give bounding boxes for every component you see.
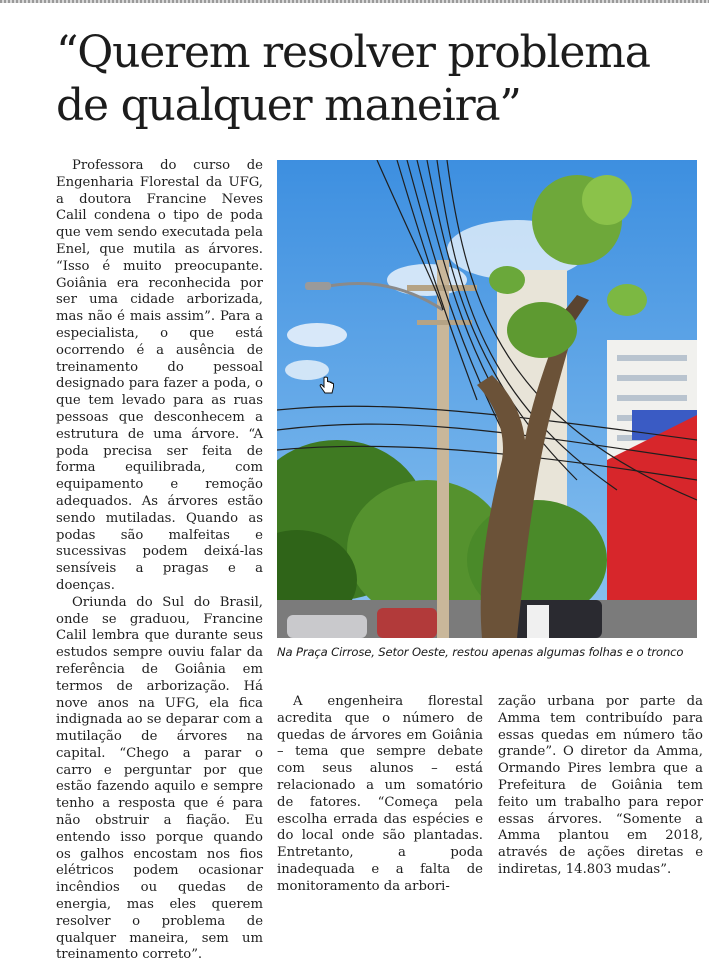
article-column-right [498,694,703,879]
paragraph: Oriunda do Sul do Brasil, onde se graduou, Francine Calil lembra que durante seus estudos sempre ouviu falar da referência de Goiânia em termos de arborização. Há nove anos na UFG, ela fica indignada ao se deparar com a mutilação de árvores na capital. “Chego a parar o carro e perguntar por que estão fazendo aquilo e sempre tenho a resposta que é para não obstruir a fiação. Eu entendo isso porque quando os galhos encostam nos fios elétricos podem ocasionar incêndios ou quedas de energia, mas eles querem resolver o problema de qualquer maneira, sem um treinamento correto”. [56,594,263,963]
paragraph: Professora do curso de Engenharia Florestal da UFG, a doutora Francine Neves Calil condena o tipo de poda que vem sendo executada pela Enel, que mutila as árvores. “Isso é muito preocupante. Goiânia era reconhecida por ser uma cidade arborizada, mas não é mais assim”. Para a especialista, o que está ocorrendo é a ausência de treinamento do pessoal designado para fazer a poda, o que tem levado para as ruas pessoas que desconhecem a estrutura de uma árvore. “A poda precisa ser feita de forma equilibrada, com equipamento e remoção adequados. As árvores estão sendo mutiladas. Quando as podas são malfeitas e sucessivas podem deixá-las sensíveis a pragas e a doenças. [56,158,263,593]
top-decorative-rule [0,0,709,3]
headline-line-1: “Querem resolver problema [56,27,650,78]
headline-line-2: de qualquer maneira” [56,80,521,131]
paragraph: zação urbana por parte da Amma tem contribuído para essas quedas em número tão grande”. O diretor da Amma, Ormando Pires lembra que a Prefeitura de Goiânia tem feito um trabalho para repor essas árvores. “Somente a Amma plantou em 2018, através de ações diretas e indiretas, 14.803 mudas”. [498,694,703,877]
article-headline [56,26,706,132]
paragraph: A engenheira florestal acredita que o número de quedas de árvores em Goiânia – tema que sempre debate com seus alunos – está relacionado a um somatório de fatores. “Começa pela escolha errada das espécies e do local onde são plantadas. Entretanto, a poda inadequada e a falta de monitoramento da arbori- [277,694,483,894]
article-column-middle [277,694,483,896]
hand-cursor-icon [318,376,336,396]
article-photo [277,160,697,638]
street-tree-illustration [277,160,697,638]
photo-caption: Na Praça Cirrose, Setor Oeste, restou apenas algumas folhas e o tronco [277,645,684,659]
article-column-left [56,158,263,964]
